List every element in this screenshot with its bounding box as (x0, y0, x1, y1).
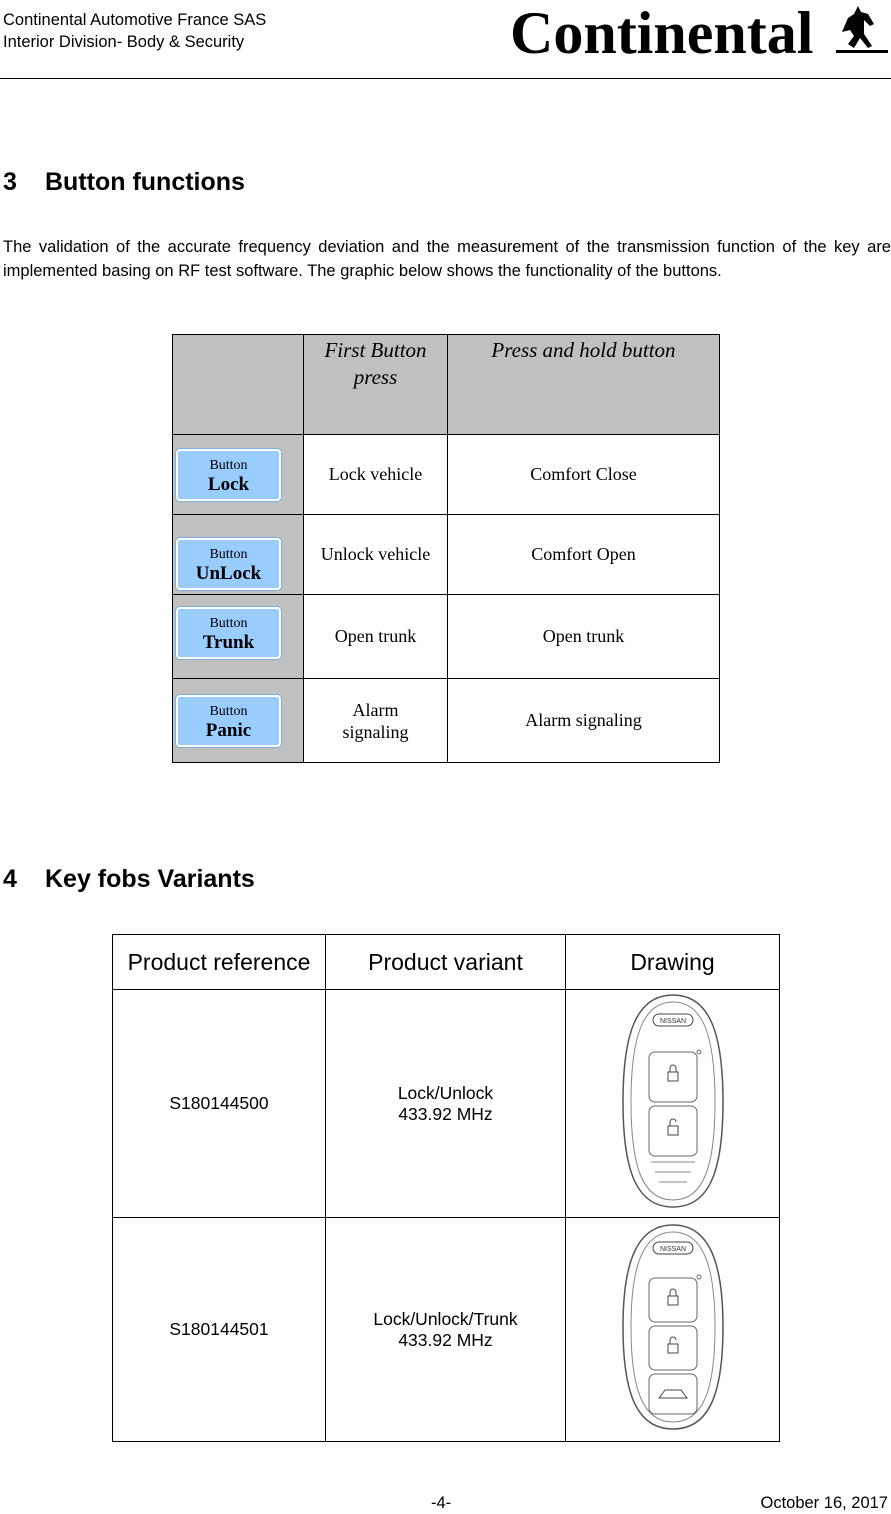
header-cell-blank (173, 335, 304, 435)
press-hold-cell: Alarm signaling (448, 679, 720, 763)
section-3-heading: 3 Button functions (3, 168, 245, 196)
reference-cell: S180144501 (113, 1218, 326, 1442)
drawing-cell (566, 990, 780, 1218)
button-cell (173, 515, 304, 595)
table-row (173, 515, 720, 595)
page-header (0, 0, 891, 79)
logo-wordmark: Continental (510, 0, 814, 66)
unlock-icon (668, 1337, 678, 1353)
lock-icon (668, 1289, 678, 1305)
page-number: -4- (431, 1494, 452, 1512)
press-hold-cell: Open trunk (448, 595, 720, 679)
key-fob-2-button-drawing (621, 992, 725, 1210)
section-4-heading: 4 Key fobs Variants (3, 865, 255, 893)
trunk-button-graphic: Button Trunk (176, 607, 281, 659)
table-row (113, 1218, 780, 1442)
company-name: Continental Automotive France SAS Interior Division- Body & Security (3, 11, 267, 51)
variant-cell: Lock/Unlock 433.92 MHz (326, 990, 566, 1218)
table-row (173, 435, 720, 515)
button-cell (173, 595, 304, 679)
lock-icon (668, 1065, 678, 1081)
drawing-cell (566, 1218, 780, 1442)
table-header-row (113, 935, 780, 990)
footer-date: October 16, 2017 (760, 1494, 888, 1512)
table-row (113, 990, 780, 1218)
continental-logo (508, 0, 891, 70)
reference-cell: S180144500 (113, 990, 326, 1218)
fob-brand-text: NISSAN (659, 1018, 686, 1025)
section-3-intro: The validation of the accurate frequency deviation and the measurement of the transmission function of the key are implemented basing on RF test software. The graphic below shows the functionality of the buttons. (3, 238, 891, 280)
fob-brand-text: NISSAN (659, 1246, 686, 1253)
press-hold-cell: Comfort Open (448, 515, 720, 595)
table-row (173, 679, 720, 763)
header-cell-variant: Product variant (326, 935, 566, 990)
unlock-icon (668, 1119, 678, 1135)
panic-button-graphic: Button Panic (176, 695, 281, 747)
first-press-cell: Unlock vehicle (304, 515, 448, 595)
trunk-icon (659, 1390, 687, 1398)
first-press-cell: Lock vehicle (304, 435, 448, 515)
table-row (173, 595, 720, 679)
header-cell-first-press: First Button press (304, 335, 448, 435)
unlock-button-graphic: Button UnLock (176, 538, 281, 590)
press-hold-cell: Comfort Close (448, 435, 720, 515)
variant-cell: Lock/Unlock/Trunk 433.92 MHz (326, 1218, 566, 1442)
button-cell (173, 435, 304, 515)
key-fob-3-button-drawing (621, 1222, 725, 1432)
first-press-cell: Alarm signaling (304, 679, 448, 763)
header-cell-drawing: Drawing (566, 935, 780, 990)
header-cell-reference: Product reference (113, 935, 326, 990)
table-header-row (173, 335, 720, 435)
horse-icon (836, 6, 888, 53)
lock-button-graphic: Button Lock (176, 449, 281, 501)
first-press-cell: Open trunk (304, 595, 448, 679)
button-functions-table (172, 334, 720, 763)
key-fob-variants-table (112, 934, 780, 1442)
button-cell (173, 679, 304, 763)
header-cell-press-hold: Press and hold button (448, 335, 720, 435)
